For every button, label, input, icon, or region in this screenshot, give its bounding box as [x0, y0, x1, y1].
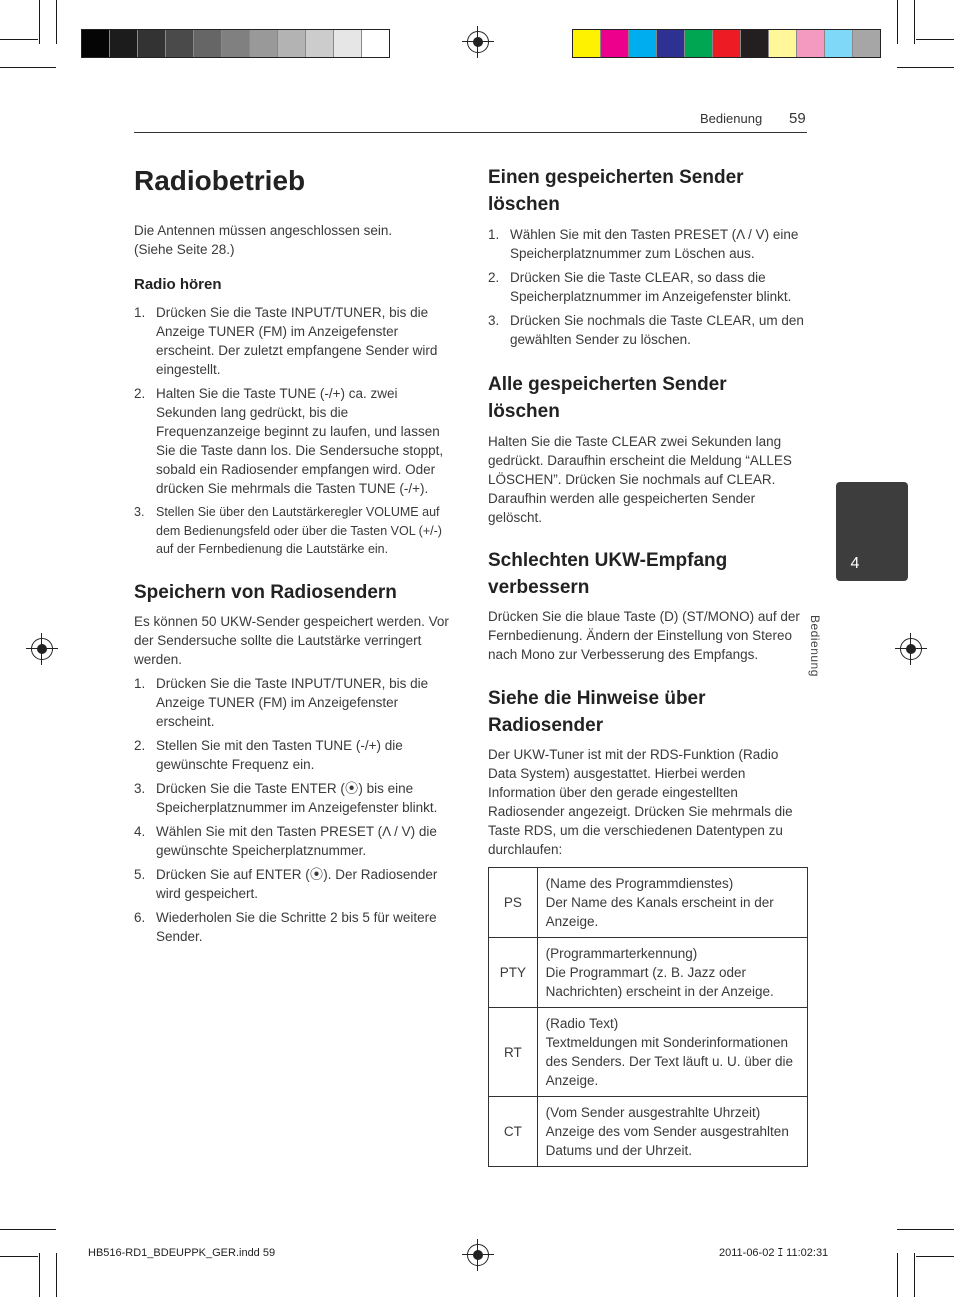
color-swatch [194, 30, 222, 57]
speichern-intro: Es können 50 UKW-Sender gespeichert werden. Vor der Sendersuche sollte die Lautstärke verringert werden. [134, 614, 449, 667]
header-section: Bedienung [700, 111, 763, 126]
page-number: 59 [789, 110, 806, 127]
crop-mark [0, 67, 56, 68]
color-swatch [250, 30, 278, 57]
color-swatch [138, 30, 166, 57]
crop-mark [56, 1253, 57, 1297]
registration-mark-icon [31, 638, 53, 660]
intro-text: Die Antennen müssen angeschlossen sein. (Siehe Seite 28.) [134, 223, 393, 257]
hinweise-heading: Siehe die Hinweise über Radiosender [488, 688, 706, 736]
color-swatch [82, 30, 110, 57]
page-title: Radiobetrieb [134, 165, 306, 196]
crop-mark [916, 1256, 954, 1257]
color-swatch [166, 30, 194, 57]
crop-mark [914, 1253, 915, 1297]
grayscale-calibration-bar [81, 29, 390, 58]
registration-mark-icon [467, 31, 489, 53]
color-swatch [797, 30, 825, 57]
color-swatch [629, 30, 657, 57]
crop-mark [0, 1229, 56, 1230]
header-rule [134, 132, 807, 133]
color-swatch [362, 30, 389, 57]
list-item: 3. Drücken Sie nochmals die Taste CLEAR, um den gewählten Sender zu löschen. [488, 313, 804, 347]
ukw-heading: Schlechten UKW-Empfang verbessern [488, 550, 728, 598]
crop-mark [897, 1253, 898, 1297]
loeschen-heading: Einen gespeicherten Sender löschen [488, 167, 744, 215]
chapter-number: 4 [850, 555, 860, 572]
crop-mark [0, 39, 38, 40]
table-row [489, 1097, 808, 1167]
crop-mark [914, 0, 915, 44]
list-item: 1. Wählen Sie mit den Tasten PRESET (Λ / V) eine Speicherplatznummer zum Löschen aus. [488, 227, 799, 261]
rds-value: (Vom Sender ausgestrahlte Uhrzeit) Anzeige des vom Sender ausgestrahlten Datums und der Uhrzeit. [537, 1097, 807, 1167]
loeschen-steps [488, 225, 808, 354]
list-item: 3. Drücken Sie die Taste ENTER (⦿) bis eine Speicherplatznummer im Anzeigefenster blinkt. [134, 781, 438, 815]
list-item: 3. Stellen Sie über den Lautstärkeregler VOLUME auf dem Bedienungsfeld oder über die Tasten VOL (+/-) auf der Fernbedienung die Lautstärke ein. [134, 505, 442, 556]
color-calibration-bar [572, 29, 881, 58]
rds-key: PS [489, 868, 538, 938]
rds-key: PTY [489, 938, 538, 1008]
color-swatch [713, 30, 741, 57]
color-swatch [853, 30, 880, 57]
table-row [489, 868, 808, 938]
radio-hoeren-steps [134, 303, 452, 564]
table-row [489, 1008, 808, 1097]
registration-mark-icon [900, 638, 922, 660]
list-item: 2. Halten Sie die Taste TUNE (-/+) ca. zwei Sekunden lang gedrückt, bis die Frequenzanzeige beginnt zu laufen, und lassen Sie die Taste dann los. Die Sendersuche stoppt, sobald ein Radiosender empfangen wird. Oder drücken Sie mehrmals die Tasten TUNE (-/+). [134, 386, 444, 496]
color-swatch [573, 30, 601, 57]
color-swatch [601, 30, 629, 57]
list-item: 2. Stellen Sie mit den Tasten TUNE (-/+) die gewünschte Frequenz ein. [134, 738, 403, 772]
rds-key: RT [489, 1008, 538, 1097]
crop-mark [916, 39, 954, 40]
color-swatch [769, 30, 797, 57]
ukw-text: Drücken Sie die blaue Taste (D) (ST/MONO) auf der Fernbedienung. Ändern der Einstellung von Stereo nach Mono zur Verbesserung des Empfangs. [488, 609, 800, 662]
table-row [489, 938, 808, 1008]
list-item: 1. Drücken Sie die Taste INPUT/TUNER, bis die Anzeige TUNER (FM) im Anzeigefenster erscheint. Der zuletzt empfangene Sender wird eingestellt. [134, 305, 438, 377]
color-swatch [825, 30, 853, 57]
crop-mark [897, 67, 954, 68]
rds-value: (Name des Programmdienstes) Der Name des Kanals erscheint in der Anzeige. [537, 868, 807, 938]
alle-loeschen-heading: Alle gespeicherten Sender löschen [488, 374, 727, 422]
rds-value: (Radio Text) Textmeldungen mit Sonderinformationen des Senders. Der Text läuft u. U. über die Anzeige. [537, 1008, 807, 1097]
color-swatch [685, 30, 713, 57]
crop-mark [897, 1229, 954, 1230]
color-swatch [222, 30, 250, 57]
chapter-side-label: Bedienung [808, 615, 822, 677]
color-swatch [278, 30, 306, 57]
hinweise-text: Der UKW-Tuner ist mit der RDS-Funktion (Radio Data System) ausgestattet. Hierbei werden Information über den gerade eingestellten Radiosender angezeigt. Drücken Sie mehrmals die Taste RDS, um die verschiedenen Datentypen zu durchlaufen: [488, 747, 793, 857]
color-swatch [334, 30, 362, 57]
color-swatch [741, 30, 769, 57]
rds-key: CT [489, 1097, 538, 1167]
crop-mark [39, 0, 40, 44]
footer-date: 2011-06-02 ꕯ 11:02:31 [719, 1247, 829, 1259]
list-item: 6. Wiederholen Sie die Schritte 2 bis 5 für weitere Sender. [134, 910, 437, 944]
list-item: 4. Wählen Sie mit den Tasten PRESET (Λ / V) die gewünschte Speicherplatznummer. [134, 824, 437, 858]
list-item: 1. Drücken Sie die Taste INPUT/TUNER, bis die Anzeige TUNER (FM) im Anzeigefenster erscheint. [134, 676, 429, 729]
color-swatch [110, 30, 138, 57]
crop-mark [897, 0, 898, 44]
speichern-steps [134, 674, 452, 951]
alle-loeschen-text: Halten Sie die Taste CLEAR zwei Sekunden lang gedrückt. Daraufhin erscheint die Meldung “ALLES LÖSCHEN”. Drücken Sie nochmals auf CLEAR. Daraufhin werden alle gespeicherten Sender gelöscht. [488, 434, 792, 525]
list-item: 5. Drücken Sie auf ENTER (⦿). Der Radiosender wird gespeichert. [134, 867, 438, 901]
footer-file: HB516-RD1_BDEUPPK_GER.indd 59 [88, 1247, 276, 1259]
crop-mark [56, 0, 57, 44]
crop-mark [39, 1253, 40, 1297]
crop-mark [0, 1256, 38, 1257]
speichern-heading: Speichern von Radiosendern [134, 582, 397, 603]
color-swatch [306, 30, 334, 57]
color-swatch [657, 30, 685, 57]
rds-value: (Programmarterkennung) Die Programmart (z. B. Jazz oder Nachrichten) erscheint in der Anzeige. [537, 938, 807, 1008]
radio-hoeren-heading: Radio hören [134, 276, 222, 293]
list-item: 2. Drücken Sie die Taste CLEAR, so dass die Speicherplatznummer im Anzeigefenster blinkt. [488, 270, 792, 304]
rds-table [488, 867, 808, 1167]
registration-mark-icon [467, 1244, 489, 1266]
